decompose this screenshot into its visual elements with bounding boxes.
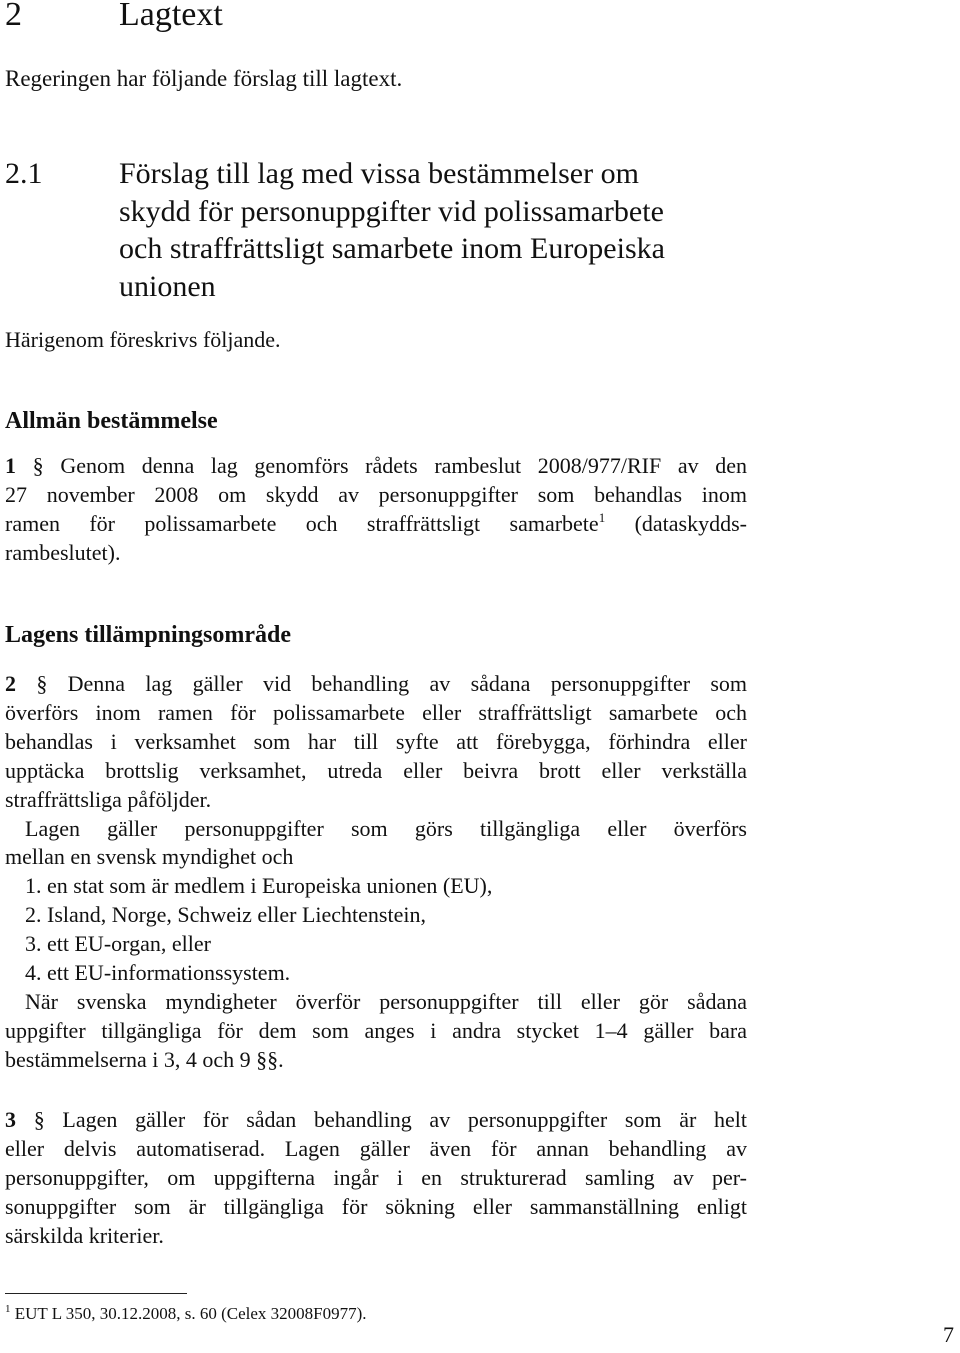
footnote [5,1304,367,1324]
paragraph-number: 1 [5,453,16,478]
paragraph-number: 3 [5,1107,16,1132]
paragraph-line: 1 § Genom denna lag genomförs rådets rambeslut 2008/977/RIF av den [5,453,748,478]
paragraph-line: personuppgifter, om uppgifterna ingår i en strukturerad samling av per- [5,1164,747,1190]
chapter-title: Lagtext [119,0,223,33]
paragraph-line: behandlas i verksamhet som har till syfte att förebygga, förhindra eller [5,728,747,754]
list-item: 1. en stat som är medlem i Europeiska unionen (EU), [25,873,493,899]
paragraph-line: 3 § Lagen gäller för sådan behandling av personuppgifter som är helt [5,1107,748,1132]
paragraph-line: straffrättsliga påföljder. [5,786,212,812]
paragraph-3 [5,1106,747,1251]
heading-scope: Lagens tillämpningsområde [5,622,292,648]
chapter-number: 2 [5,0,22,33]
paragraph-line: eller delvis automatiserad. Lagen gäller även för annan behandling av [5,1135,747,1161]
paragraph-line: 2 § Denna lag gäller vid behandling av sådana personuppgifter som [5,671,748,696]
paragraph-line: uppgifter tillgängliga för dem som anges i andra stycket 1–4 gäller bara [5,1017,747,1043]
chapter-heading [5,0,223,34]
footnote-divider [5,1293,187,1294]
paragraph-2 [5,670,747,1075]
paragraph-line: upptäcka brottslig verksamhet, utreda eller beivra brott eller verkställa [5,757,747,783]
list-item: 4. ett EU-informationssystem. [25,960,291,986]
section-title-line: skydd för personuppgifter vid polissamarbete [119,194,664,228]
section-sign: § [32,453,44,478]
paragraph-line: 27 november 2008 om skydd av personuppgifter som behandlas inom [5,481,747,507]
paragraph-line: rambeslutet). [5,539,121,565]
section-heading [5,155,759,305]
footnote-reference: 1 [598,509,606,525]
paragraph-line: Lagen gäller personuppgifter som görs tillgängliga eller överförs [25,815,747,841]
paragraph-1 [5,452,747,568]
paragraph-line: sonuppgifter som är tillgängliga för sökning eller sammanställning enligt [5,1193,747,1219]
list-item: 2. Island, Norge, Schweiz eller Liechtenstein, [25,902,426,928]
paragraph-line: särskilda kriterier. [5,1222,164,1248]
paragraph-line: ramen för polissamarbete och straffrättsligt samarbete$^1$ (dataskydds- [5,509,747,536]
page-number: 7 [943,1322,954,1347]
section-title-line: och straffrättsligt samarbete inom Europeiska [119,232,665,265]
paragraph-line: mellan en svensk myndighet och [5,844,294,870]
section-sign: § [36,671,48,696]
heading-general-provision: Allmän bestämmelse [5,408,218,434]
section-title-line: Förslag till lag med vissa bestämmelser om [119,157,639,190]
paragraph-line: överförs inom ramen för polissamarbete eller straffrättsligt samarbete och [5,699,747,725]
paragraph-number: 2 [5,671,16,696]
section-title-line: unionen [119,269,216,303]
list-item: 3. ett EU-organ, eller [25,931,211,957]
section-number: 2.1 [5,157,43,190]
lead-text: Härigenom föreskrivs följande. [5,327,281,352]
document-page [5,0,954,1353]
paragraph-line: bestämmelserna i 3, 4 och 9 §§. [5,1046,284,1072]
section-title [119,155,759,305]
footnote-mark: 1 [5,1303,11,1315]
intro-text: Regeringen har följande förslag till lagtext. [5,66,403,91]
footnote-text: EUT L 350, 30.12.2008, s. 60 (Celex 32008F0977). [14,1304,367,1323]
section-sign: § [33,1107,45,1132]
paragraph-line: När svenska myndigheter överför personuppgifter till eller gör sådana [25,988,747,1014]
